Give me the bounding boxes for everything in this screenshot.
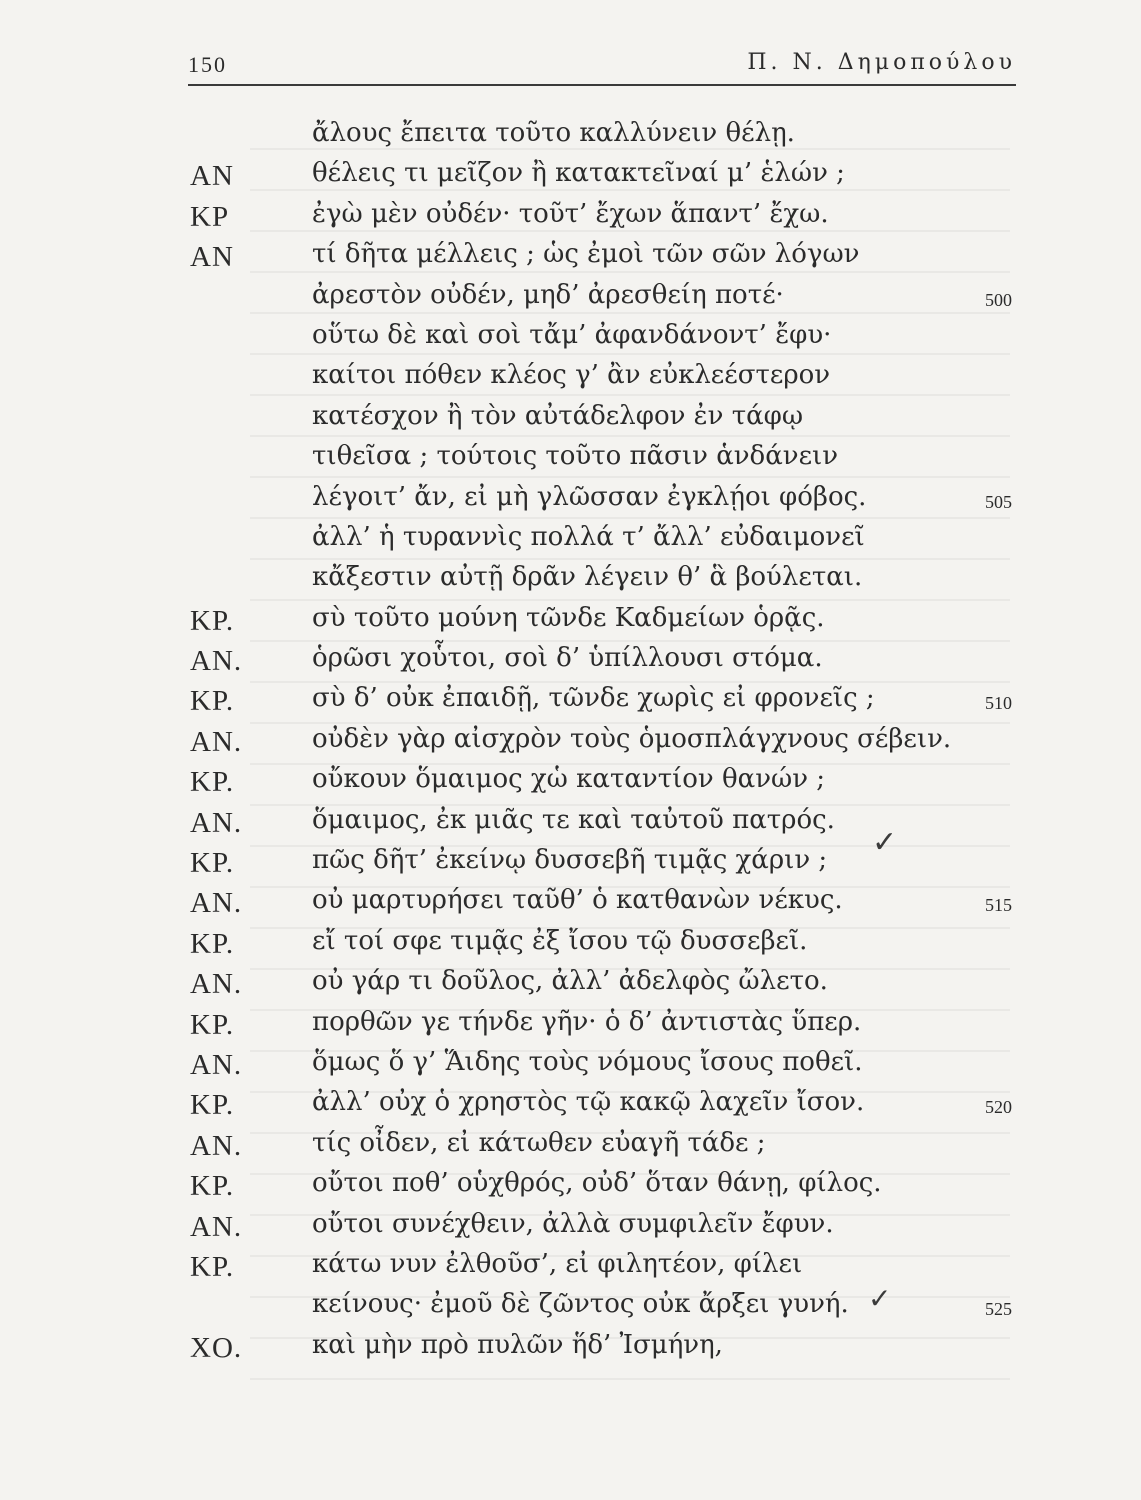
verse-text-line: πῶς δῆτ’ ἐκείνῳ δυσσεβῆ τιμᾷς χάριν ; bbox=[312, 845, 828, 876]
verse-text-line: τιθεῖσα ; τούτοις τοῦτο πᾶσιν ἁνδάνειν bbox=[312, 441, 839, 472]
verse-text bbox=[0, 118, 1141, 1370]
verse-line bbox=[0, 118, 1141, 158]
speaker-label: ΑΝ. bbox=[190, 1129, 243, 1162]
speaker-label: ΑΝ. bbox=[190, 887, 243, 920]
verse-line bbox=[0, 320, 1141, 360]
verse-text-line: ἄλους ἔπειτα τοῦτο καλλύνειν θέλῃ. bbox=[312, 118, 795, 148]
verse-line bbox=[0, 683, 1141, 723]
pen-flourish-annotation-icon: ✓ bbox=[868, 1282, 892, 1315]
speaker-label: ΑΝ. bbox=[190, 725, 243, 758]
line-number: 515 bbox=[985, 895, 1012, 916]
verse-text-line: ὅμαιμος, ἐκ μιᾶς τε καὶ ταὐτοῦ πατρός. bbox=[312, 804, 835, 835]
verse-text-line: θέλεις τι μεῖζον ἢ κατακτεῖναί μ’ ἑλών ; bbox=[312, 158, 845, 189]
speaker-label: ΚΡ. bbox=[190, 1170, 235, 1203]
verse-text-line: τί δῆτα μέλλεις ; ὡς ἐμοὶ τῶν σῶν λόγων bbox=[312, 239, 860, 270]
verse-text-line: οὕτω δὲ καὶ σοὶ τἄμ’ ἀφανδάνοντ’ ἔφυ· bbox=[312, 319, 832, 350]
speaker-label: ΑΝ. bbox=[190, 1048, 243, 1081]
line-number: 500 bbox=[985, 289, 1012, 310]
verse-text-line: καὶ μὴν πρὸ πυλῶν ἥδ’ Ἰσμήνη, bbox=[312, 1329, 723, 1360]
speaker-label: ΚΡ. bbox=[190, 1250, 235, 1283]
speaker-label: ΚΡ. bbox=[190, 927, 235, 960]
verse-line bbox=[0, 845, 1141, 885]
verse-line bbox=[0, 643, 1141, 683]
verse-text-line: κείνους· ἐμοῦ δὲ ζῶντος οὐκ ἄρξει γυνή. bbox=[312, 1289, 849, 1320]
verse-text-line: κάτω νυν ἐλθοῦσ’, εἰ φιλητέον, φίλει bbox=[312, 1248, 803, 1279]
verse-text-line: οὐδὲν γὰρ αἰσχρὸν τοὺς ὁμοσπλάγχνους σέβειν. bbox=[312, 723, 952, 754]
line-number: 510 bbox=[985, 693, 1012, 714]
line-number: 525 bbox=[985, 1299, 1012, 1320]
verse-line bbox=[0, 724, 1141, 764]
verse-line bbox=[0, 764, 1141, 804]
speaker-label: ΑΝ. bbox=[190, 806, 243, 839]
verse-line bbox=[0, 885, 1141, 925]
verse-line bbox=[0, 199, 1141, 239]
line-number: 505 bbox=[985, 491, 1012, 512]
speaker-label: ΚΡ. bbox=[190, 685, 235, 718]
verse-text-line: οὔτοι ποθ’ οὑχθρός, οὐδ’ ὅταν θάνῃ, φίλος. bbox=[312, 1168, 882, 1199]
verse-text-line: ἀρεστὸν οὐδέν, μηδ’ ἀρεσθείη ποτέ· bbox=[312, 279, 784, 310]
verse-line bbox=[0, 966, 1141, 1006]
verse-text-line: εἴ τοί σφε τιμᾷς ἐξ ἴσου τῷ δυσσεβεῖ. bbox=[312, 925, 808, 956]
speaker-label: ΑΝ. bbox=[190, 1210, 243, 1243]
verse-line bbox=[0, 522, 1141, 562]
verse-line bbox=[0, 360, 1141, 400]
verse-line bbox=[0, 1047, 1141, 1087]
verse-text-line: ἀλλ’ οὐχ ὁ χρηστὸς τῷ κακῷ λαχεῖν ἴσον. bbox=[312, 1087, 865, 1118]
speaker-label: ΚΡ. bbox=[190, 1089, 235, 1122]
verse-text-line: ἀλλ’ ἡ τυραννὶς πολλά τ’ ἄλλ’ εὐδαιμονεῖ bbox=[312, 521, 865, 552]
verse-line bbox=[0, 926, 1141, 966]
speaker-label: ΑΝ bbox=[190, 241, 234, 274]
verse-line bbox=[0, 1128, 1141, 1168]
verse-text-line: οὐ μαρτυρήσει ταῦθ’ ὁ κατθανὼν νέκυς. bbox=[312, 885, 843, 916]
speaker-label: ΚΡ. bbox=[190, 766, 235, 799]
verse-text-line: πορθῶν γε τήνδε γῆν· ὁ δ’ ἀντιστὰς ὕπερ. bbox=[312, 1006, 862, 1037]
verse-line bbox=[0, 280, 1141, 320]
speaker-label: ΑΝ. bbox=[190, 968, 243, 1001]
running-head: Π. Ν. Δημοπούλου bbox=[747, 50, 1016, 75]
verse-line bbox=[0, 1330, 1141, 1370]
verse-line bbox=[0, 1087, 1141, 1127]
verse-text-line: ὅμως ὅ γ’ Ἅιδης τοὺς νόμους ἴσους ποθεῖ. bbox=[312, 1046, 863, 1077]
checkmark-annotation-icon: ✓ bbox=[872, 825, 898, 860]
page-number: 150 bbox=[188, 52, 227, 77]
speaker-label: ΚΡ. bbox=[190, 847, 235, 880]
speaker-label: ΚΡ. bbox=[190, 1008, 235, 1041]
verse-text-line: οὔτοι συνέχθειν, ἀλλὰ συμφιλεῖν ἔφυν. bbox=[312, 1208, 834, 1239]
line-number: 520 bbox=[985, 1097, 1012, 1118]
verse-text-line: σὺ τοῦτο μούνη τῶνδε Καδμείων ὁρᾷς. bbox=[312, 602, 825, 633]
verse-line bbox=[0, 805, 1141, 845]
verse-text-line: λέγοιτ’ ἄν, εἰ μὴ γλῶσσαν ἐγκλῄοι φόβος. bbox=[312, 481, 867, 512]
verse-line bbox=[0, 1209, 1141, 1249]
verse-text-line: καίτοι πόθεν κλέος γ’ ἂν εὐκλεέστερον bbox=[312, 360, 831, 391]
verse-text-line: ὁρῶσι χοὗτοι, σοὶ δ’ ὑπίλλουσι στόμα. bbox=[312, 643, 823, 674]
speaker-label: ΧΟ. bbox=[190, 1331, 243, 1364]
verse-line bbox=[0, 562, 1141, 602]
verse-line bbox=[0, 1289, 1141, 1329]
verse-text-line: κἄξεστιν αὐτῇ δρᾶν λέγειν θ’ ἃ βούλεται. bbox=[312, 562, 863, 593]
verse-line bbox=[0, 1168, 1141, 1208]
verse-line bbox=[0, 603, 1141, 643]
verse-text-line: κατέσχον ἢ τὸν αὐτάδελφον ἐν τάφῳ bbox=[312, 400, 804, 431]
verse-text-line: ἐγὼ μὲν οὐδέν· τοῦτ’ ἔχων ἅπαντ’ ἔχω. bbox=[312, 198, 829, 229]
speaker-label: ΚΡ. bbox=[190, 604, 235, 637]
verse-text-line: σὺ δ’ οὐκ ἐπαιδῇ, τῶνδε χωρὶς εἰ φρονεῖς ; bbox=[312, 683, 875, 714]
verse-line bbox=[0, 158, 1141, 198]
speaker-label: ΑΝ bbox=[190, 160, 234, 193]
verse-line bbox=[0, 482, 1141, 522]
verse-line bbox=[0, 401, 1141, 441]
verse-line bbox=[0, 239, 1141, 279]
verse-line bbox=[0, 441, 1141, 481]
page-header bbox=[188, 50, 1016, 86]
verse-line bbox=[0, 1007, 1141, 1047]
verse-text-line: οὔκουν ὅμαιμος χὡ καταντίον θανών ; bbox=[312, 764, 826, 795]
verse-text-line: οὐ γάρ τι δοῦλος, ἀλλ’ ἀδελφὸς ὤλετο. bbox=[312, 966, 828, 997]
verse-line bbox=[0, 1249, 1141, 1289]
verse-text-line: τίς οἶδεν, εἰ κάτωθεν εὐαγῆ τάδε ; bbox=[312, 1127, 766, 1158]
speaker-label: ΑΝ. bbox=[190, 645, 243, 678]
speaker-label: ΚΡ bbox=[190, 200, 230, 233]
